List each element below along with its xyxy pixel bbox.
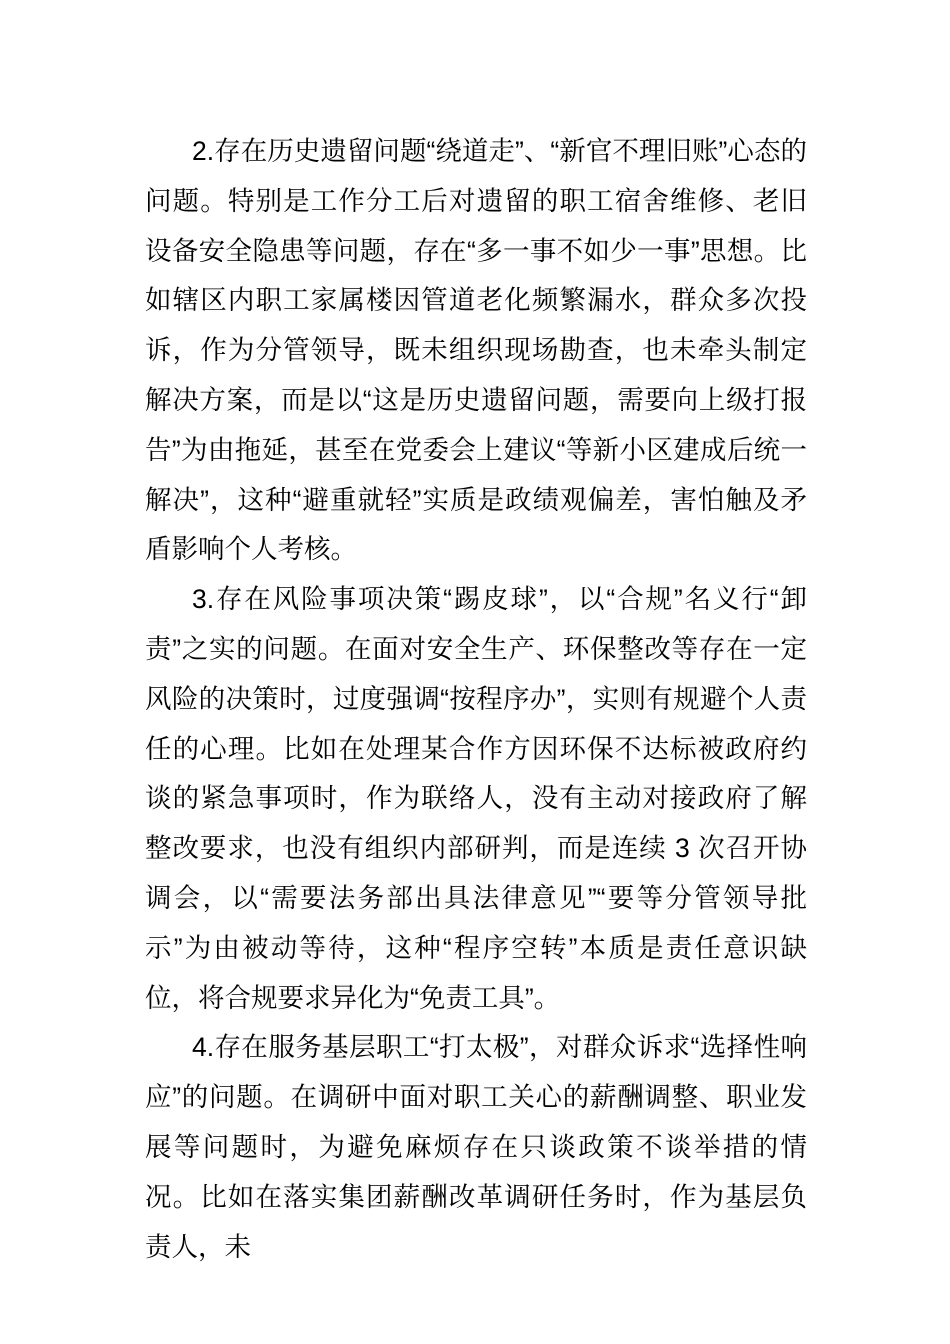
paragraph-4: 4.存在服务基层职工“打太极”，对群众诉求“选择性响应”的问题。在调研中面对职工关心的薪酬调整、职业发展等问题时，为避免麻烦存在只谈政策不谈举措的情况。比如在落实集团薪酬改革调研任务时，作为基层负责人，未: [145, 1032, 807, 1262]
page-content: [145, 127, 807, 1272]
paragraph-2: 2.存在历史遗留问题“绕道走”、“新官不理旧账”心态的问题。特别是工作分工后对遗留的职工宿舍维修、老旧设备安全隐患等问题，存在“多一事不如少一事”思想。比如辖区内职工家属楼因管道老化频繁漏水，群众多次投诉，作为分管领导，既未组织现场勘查，也未牵头制定解决方案，而是以“这是历史遗留问题，需要向上级打报告”为由拖延，甚至在党委会上建议“等新小区建成后统一解决”，这种“避重就轻”实质是政绩观偏差，害怕触及矛盾影响个人考核。: [145, 136, 807, 565]
paragraph-3: 3.存在风险事项决策“踢皮球”，以“合规”名义行“卸责”之实的问题。在面对安全生产、环保整改等存在一定风险的决策时，过度强调“按程序办”，实则有规避个人责任的心理。比如在处理某合作方因环保不达标被政府约谈的紧急事项时，作为联络人，没有主动对接政府了解整改要求，也没有组织内部研判，而是连续 3 次召开协调会，以“需要法务部出具法律意见”“要等分管领导批示”为由被动等待，这种“程序空转”本质是责任意识缺位，将合规要求异化为“免责工具”。: [145, 584, 807, 1013]
